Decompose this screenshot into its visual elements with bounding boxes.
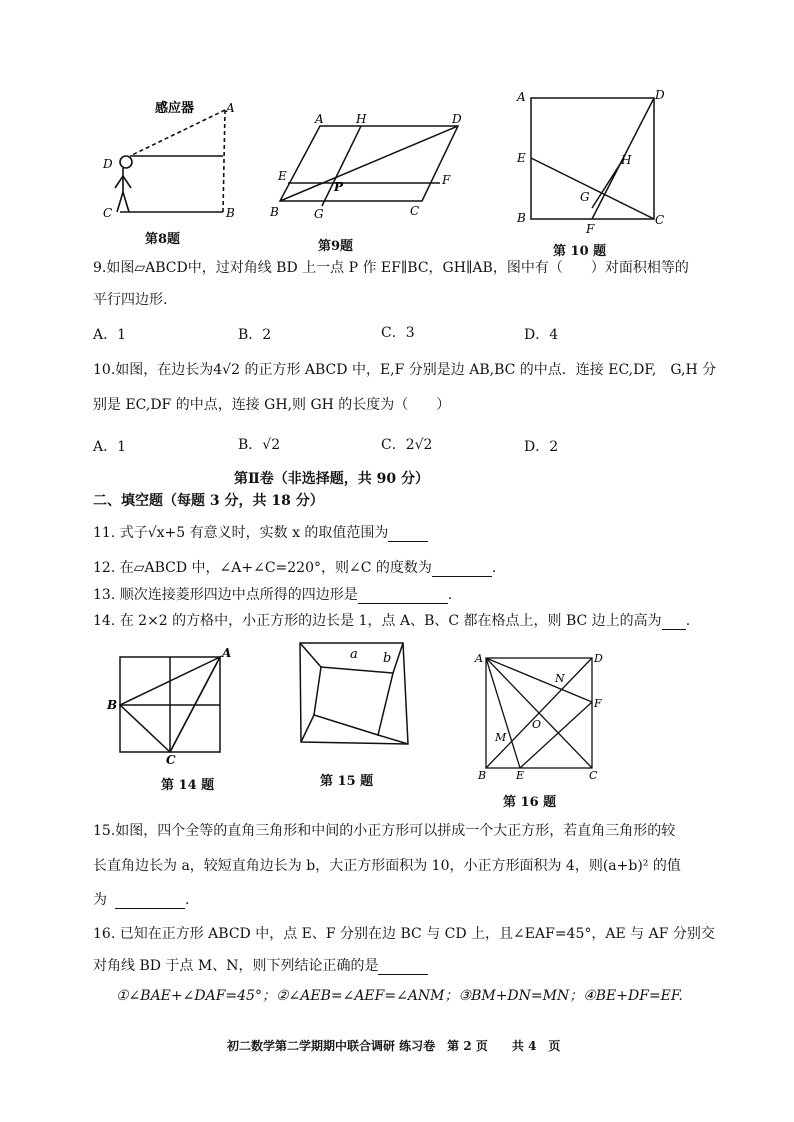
fig9-point-a: A — [315, 112, 324, 126]
fig16-point-m: M — [495, 731, 507, 744]
q16-line1: 16. 已知在正方形 ABCD 中，点 E、F 分别在边 BC 与 CD 上，且∠EAF=45°，AE 与 AF 分别交 — [93, 926, 715, 942]
fig10-caption: 第 10 题 — [553, 244, 607, 259]
fig16-point-c: C — [589, 769, 598, 782]
fig8-point-b: B — [226, 206, 235, 220]
q15-line2: 长直角边长为 a，较短直角边长为 b，大正方形面积为 10，小正方形面积为 4，则(a+b)² 的值 — [93, 858, 681, 874]
q9-option-c: C．3 — [381, 325, 415, 341]
figure-14 — [104, 645, 244, 765]
q15-text-line3: 为 — [93, 892, 107, 908]
q15-line1: 15.如图，四个全等的直角三角形和中间的小正方形可以拼成一个大正方形，若直角三角形的较 — [93, 823, 676, 839]
figure-15 — [290, 640, 420, 755]
fig8-point-c: C — [103, 206, 113, 220]
fig10-point-c: C — [655, 213, 665, 227]
fig15-label-a: a — [350, 647, 358, 662]
fig15-label-b: b — [383, 651, 392, 666]
fig14-caption: 第 14 题 — [161, 778, 215, 793]
figure-10 — [512, 86, 672, 236]
q11-text: 11. 式子√x+5 有意义时，实数 x 的取值范围为 — [93, 525, 389, 541]
fig15-caption: 第 15 题 — [320, 774, 374, 789]
q14-text: 14. 在 2×2 的方格中，小正方形的边长是 1，点 A、B、C 都在格点上，则 BC 边上的高为 — [93, 613, 662, 629]
q15-line3: 为 . — [93, 892, 190, 908]
fig9-point-h: H — [356, 112, 367, 126]
q16-line3: ①∠BAE+∠DAF=45°；②∠AEB=∠AEF=∠ANM；③BM+DN=MN；④BE+DF=EF. — [116, 988, 683, 1004]
q11-line — [93, 524, 428, 542]
q16-line2 — [93, 957, 428, 975]
q9-line2: 平行四边形. — [93, 292, 168, 308]
fig9-point-p: P — [334, 180, 344, 194]
fig10-point-d: D — [655, 88, 665, 102]
fig9-point-b: B — [270, 205, 279, 219]
fig9-point-c: C — [410, 204, 420, 218]
fig8-sensor-label: 感应器 — [155, 101, 195, 116]
fig9-point-e: E — [278, 169, 287, 183]
q9-option-a: A．1 — [93, 327, 127, 343]
fig9-point-g: G — [314, 207, 324, 221]
q9-line1: 9.如图▱ABCD中，过对角线 BD 上一点 P 作 EF∥BC，GH∥AB，图中有（ ）对面积相等的 — [93, 260, 689, 276]
fig16-point-n: N — [555, 672, 565, 685]
q10-option-b: B．√2 — [238, 437, 281, 453]
q9-option-b: B．2 — [238, 327, 272, 343]
fig16-point-f: F — [594, 697, 602, 710]
fig16-caption: 第 16 题 — [503, 795, 557, 810]
q10-option-a: A．1 — [93, 439, 127, 455]
q12-text: 12. 在▱ABCD 中，∠A+∠C=220°，则∠C 的度数为 — [93, 560, 432, 576]
section2-heading: 二、填空题（每题 3 分，共 18 分） — [93, 493, 324, 509]
q12-answer-blank[interactable] — [432, 562, 492, 577]
q13-answer-blank[interactable] — [358, 589, 448, 604]
fig8-point-a: A — [226, 101, 235, 115]
fig16-point-d: D — [594, 652, 603, 665]
q11-answer-blank[interactable] — [388, 527, 428, 542]
q12-line: 12. 在▱ABCD 中，∠A+∠C=220°，则∠C 的度数为 . — [93, 560, 497, 576]
q10-option-c: C．2√2 — [381, 437, 433, 453]
fig16-point-b: B — [478, 769, 487, 782]
q16-answer-blank[interactable] — [378, 960, 428, 975]
q15-answer-blank[interactable] — [115, 894, 185, 909]
q10-line2: 别是 EC,DF 的中点，连接 GH,则 GH 的长度为（ ） — [93, 397, 451, 413]
fig16-point-e: E — [516, 769, 525, 782]
fig10-point-h: H — [621, 153, 632, 167]
fig9-caption: 第9题 — [318, 239, 354, 254]
fig10-point-b: B — [517, 211, 526, 225]
fig16-point-o: O — [532, 718, 542, 731]
figure-8 — [95, 92, 245, 222]
section2-title: 第Ⅱ卷（非选择题，共 90 分） — [234, 471, 430, 487]
fig9-point-d: D — [452, 112, 462, 126]
fig8-point-d: D — [103, 157, 113, 171]
figure-9 — [262, 108, 462, 228]
fig9-point-f: F — [442, 173, 451, 187]
q14-line: 14. 在 2×2 的方格中，小正方形的边长是 1，点 A、B、C 都在格点上，则 BC 边上的高为 . — [93, 613, 691, 629]
q10-line1: 10.如图，在边长为4√2 的正方形 ABCD 中，E,F 分别是边 AB,BC 的中点．连接 EC,DF, G,H 分 — [93, 362, 717, 378]
q14-answer-blank[interactable] — [662, 615, 686, 630]
q10-option-d: D．2 — [524, 439, 559, 455]
fig8-caption: 第8题 — [145, 232, 181, 247]
fig10-point-f: F — [586, 222, 595, 236]
fig10-point-a: A — [517, 90, 526, 104]
q13-line: 13. 顺次连接菱形四边中点所得的四边形是 . — [93, 587, 453, 603]
figure-16 — [470, 648, 610, 783]
fig10-point-g: G — [580, 190, 590, 204]
fig14-point-b: B — [107, 698, 118, 712]
q9-option-d: D．4 — [524, 327, 559, 343]
fig16-point-a: A — [475, 652, 483, 665]
fig14-point-c: C — [166, 753, 176, 765]
page-footer: 初二数学第二学期期中联合调研 练习卷 第 2 页 共 4 页 — [227, 1039, 561, 1053]
q16-text-line2: 对角线 BD 于点 M、N，则下列结论正确的是 — [93, 958, 379, 974]
q13-text: 13. 顺次连接菱形四边中点所得的四边形是 — [93, 587, 358, 603]
fig14-point-a: A — [222, 646, 232, 660]
fig10-point-e: E — [517, 151, 526, 165]
